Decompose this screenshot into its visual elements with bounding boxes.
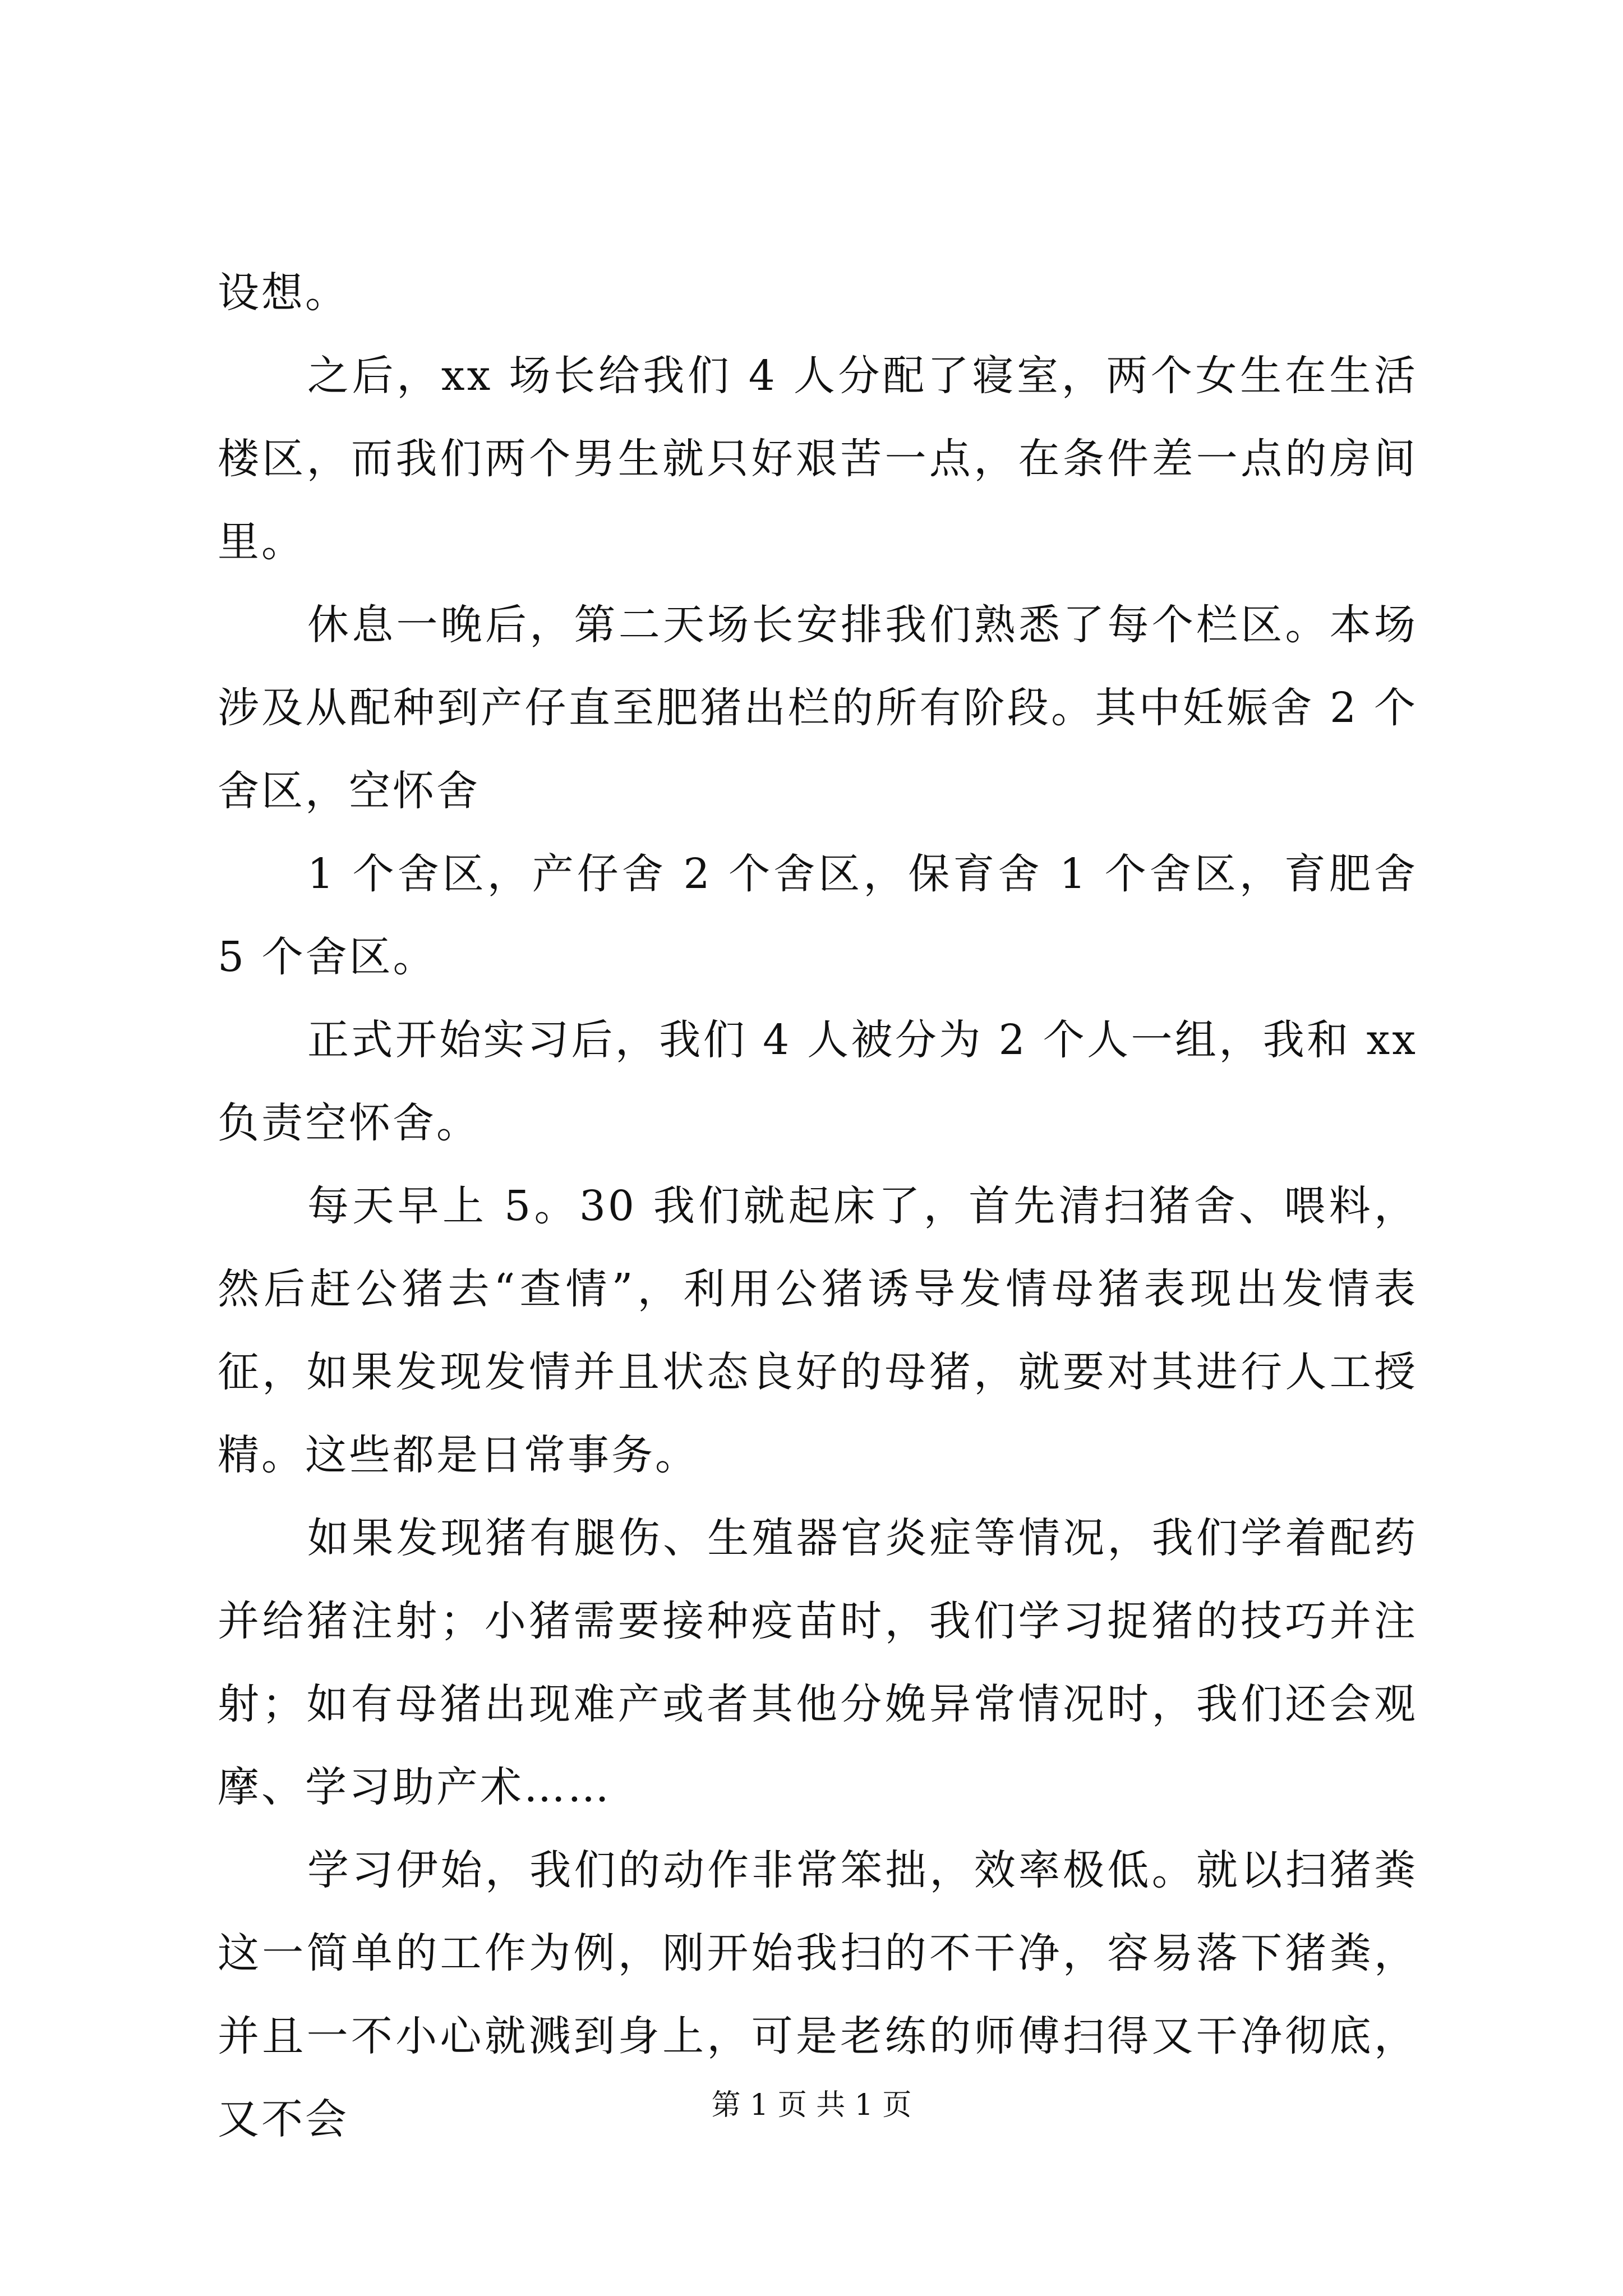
paragraph: 1 个舍区，产仔舍 2 个舍区，保育舍 1 个舍区，育肥舍 5 个舍区。 (218, 850, 1418, 981)
paragraph: 设想。 (218, 269, 349, 317)
document-body (218, 251, 1418, 2161)
page-number-label: 第 1 页 共 1 页 (711, 2088, 912, 2122)
page-footer (0, 2086, 1623, 2125)
paragraph: 如果发现猪有腿伤、生殖器官炎症等情况，我们学着配药并给猪注射；小猪需要接种疫苗时，我们学习捉猪的技巧并注射；如有母猪出现难产或者其他分娩异常情况时，我们还会观摩、学习助产术…… (218, 1514, 1418, 1811)
paragraph: 学习伊始，我们的动作非常笨拙，效率极低。就以扫猪粪这一简单的工作为例，刚开始我扫的不干净，容易落下猪粪，并且一不小心就溅到身上，可是老练的师傅扫得又干净彻底，又不会 (218, 1846, 1418, 2143)
paragraph: 每天早上 5。30 我们就起床了，首先清扫猪舍、喂料，然后赶公猪去“查情”，利用公猪诱导发情母猪表现出发情表征，如果发现发情并且状态良好的母猪，就要对其进行人工授精。这些都是日常事务。 (218, 1182, 1418, 1479)
paragraph: 正式开始实习后，我们 4 人被分为 2 个人一组，我和 xx 负责空怀舍。 (218, 1016, 1418, 1147)
paragraph: 休息一晚后，第二天场长安排我们熟悉了每个栏区。本场涉及从配种到产仔直至肥猪出栏的所有阶段。其中妊娠舍 2 个舍区，空怀舍 (218, 601, 1418, 815)
paragraph: 之后，xx 场长给我们 4 人分配了寝室，两个女生在生活楼区，而我们两个男生就只好艰苦一点，在条件差一点的房间里。 (218, 352, 1418, 566)
